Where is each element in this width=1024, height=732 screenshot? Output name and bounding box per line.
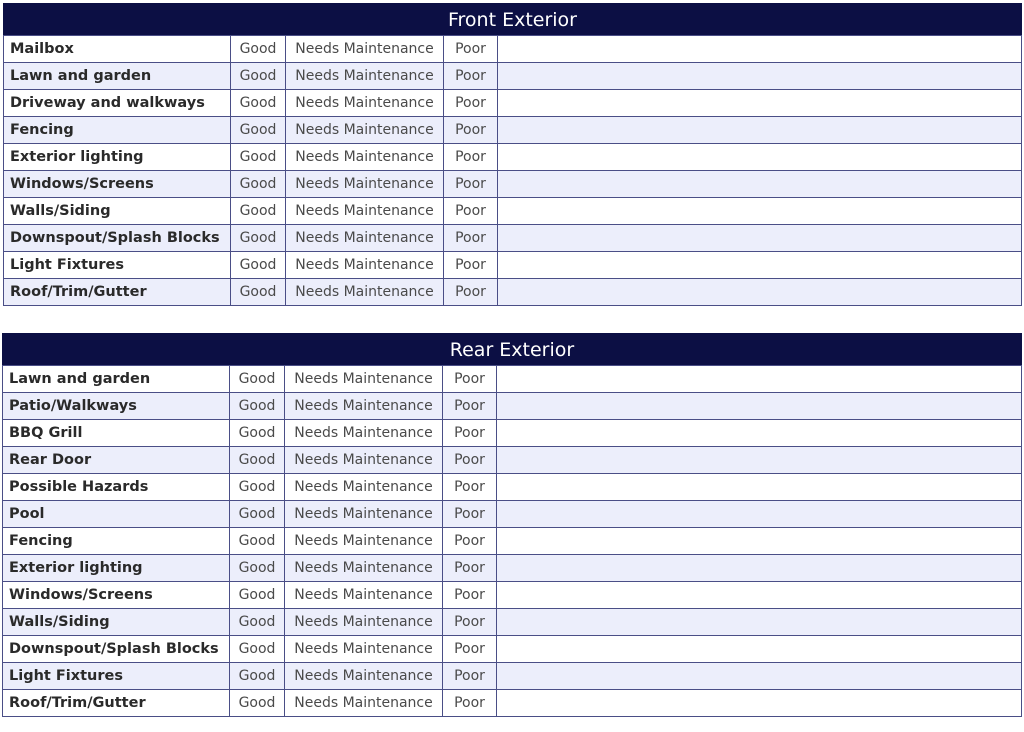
notes-field[interactable] (497, 636, 1022, 663)
option-poor[interactable]: Poor (443, 366, 497, 393)
option-poor[interactable]: Poor (443, 447, 497, 474)
option-needs-maintenance[interactable]: Needs Maintenance (286, 198, 444, 225)
option-needs-maintenance[interactable]: Needs Maintenance (285, 501, 443, 528)
checklist-table (3, 35, 1022, 306)
option-good[interactable]: Good (230, 690, 285, 717)
item-label: Windows/Screens (4, 171, 231, 198)
notes-field[interactable] (497, 555, 1022, 582)
table-row (4, 63, 1022, 90)
option-good[interactable]: Good (230, 393, 285, 420)
option-poor[interactable]: Poor (443, 501, 497, 528)
item-label: Lawn and garden (4, 63, 231, 90)
table-row (3, 501, 1022, 528)
option-needs-maintenance[interactable]: Needs Maintenance (285, 582, 443, 609)
option-good[interactable]: Good (230, 636, 285, 663)
table-row (3, 663, 1022, 690)
table-row (3, 366, 1022, 393)
option-poor[interactable]: Poor (443, 393, 497, 420)
notes-field[interactable] (498, 63, 1022, 90)
item-label: Downspout/Splash Blocks (4, 225, 231, 252)
table-row (4, 171, 1022, 198)
option-poor[interactable]: Poor (444, 279, 498, 306)
table-row (3, 555, 1022, 582)
option-needs-maintenance[interactable]: Needs Maintenance (285, 393, 443, 420)
item-label: Mailbox (4, 36, 231, 63)
item-label: Fencing (3, 528, 230, 555)
option-poor[interactable]: Poor (443, 582, 497, 609)
option-needs-maintenance[interactable]: Needs Maintenance (286, 36, 444, 63)
notes-field[interactable] (498, 117, 1022, 144)
table-row (3, 582, 1022, 609)
notes-field[interactable] (497, 663, 1022, 690)
item-label: Rear Door (3, 447, 230, 474)
option-poor[interactable]: Poor (443, 420, 497, 447)
option-good[interactable]: Good (231, 36, 286, 63)
option-needs-maintenance[interactable]: Needs Maintenance (285, 636, 443, 663)
option-good[interactable]: Good (231, 117, 286, 144)
option-needs-maintenance[interactable]: Needs Maintenance (286, 252, 444, 279)
notes-field[interactable] (498, 171, 1022, 198)
option-needs-maintenance[interactable]: Needs Maintenance (286, 279, 444, 306)
option-poor[interactable]: Poor (444, 63, 498, 90)
option-poor[interactable]: Poor (444, 225, 498, 252)
option-poor[interactable]: Poor (443, 663, 497, 690)
option-needs-maintenance[interactable]: Needs Maintenance (285, 663, 443, 690)
item-label: Roof/Trim/Gutter (4, 279, 231, 306)
option-poor[interactable]: Poor (444, 36, 498, 63)
item-label: Windows/Screens (3, 582, 230, 609)
notes-field[interactable] (498, 252, 1022, 279)
option-poor[interactable]: Poor (443, 474, 497, 501)
option-needs-maintenance[interactable]: Needs Maintenance (286, 90, 444, 117)
item-label: Fencing (4, 117, 231, 144)
option-needs-maintenance[interactable]: Needs Maintenance (285, 528, 443, 555)
option-good[interactable]: Good (230, 366, 285, 393)
item-label: Lawn and garden (3, 366, 230, 393)
option-needs-maintenance[interactable]: Needs Maintenance (286, 225, 444, 252)
table-row (3, 447, 1022, 474)
item-label: BBQ Grill (3, 420, 230, 447)
option-poor[interactable]: Poor (444, 198, 498, 225)
notes-field[interactable] (498, 90, 1022, 117)
option-poor[interactable]: Poor (444, 90, 498, 117)
section-title: Rear Exterior (2, 333, 1022, 365)
item-label: Roof/Trim/Gutter (3, 690, 230, 717)
notes-field[interactable] (497, 582, 1022, 609)
option-needs-maintenance[interactable]: Needs Maintenance (286, 144, 444, 171)
option-needs-maintenance[interactable]: Needs Maintenance (286, 63, 444, 90)
option-needs-maintenance[interactable]: Needs Maintenance (285, 366, 443, 393)
option-good[interactable]: Good (231, 198, 286, 225)
item-label: Walls/Siding (4, 198, 231, 225)
notes-field[interactable] (497, 366, 1022, 393)
notes-field[interactable] (498, 225, 1022, 252)
option-poor[interactable]: Poor (444, 144, 498, 171)
item-label: Driveway and walkways (4, 90, 231, 117)
option-needs-maintenance[interactable]: Needs Maintenance (285, 555, 443, 582)
option-poor[interactable]: Poor (444, 252, 498, 279)
item-label: Possible Hazards (3, 474, 230, 501)
option-good[interactable]: Good (230, 663, 285, 690)
table-row (3, 474, 1022, 501)
notes-field[interactable] (497, 690, 1022, 717)
option-good[interactable]: Good (231, 90, 286, 117)
notes-field[interactable] (498, 144, 1022, 171)
option-good[interactable]: Good (230, 474, 285, 501)
option-poor[interactable]: Poor (443, 690, 497, 717)
option-good[interactable]: Good (230, 528, 285, 555)
option-poor[interactable]: Poor (443, 528, 497, 555)
table-row (4, 36, 1022, 63)
table-row (4, 117, 1022, 144)
option-good[interactable]: Good (230, 447, 285, 474)
item-label: Exterior lighting (3, 555, 230, 582)
table-row (3, 690, 1022, 717)
notes-field[interactable] (497, 447, 1022, 474)
notes-field[interactable] (497, 420, 1022, 447)
notes-field[interactable] (498, 36, 1022, 63)
option-good[interactable]: Good (231, 171, 286, 198)
option-good[interactable]: Good (230, 420, 285, 447)
option-needs-maintenance[interactable]: Needs Maintenance (285, 420, 443, 447)
option-poor[interactable]: Poor (444, 171, 498, 198)
item-label: Light Fixtures (3, 663, 230, 690)
item-label: Patio/Walkways (3, 393, 230, 420)
notes-field[interactable] (497, 528, 1022, 555)
notes-field[interactable] (498, 279, 1022, 306)
option-poor[interactable]: Poor (443, 555, 497, 582)
table-row (4, 252, 1022, 279)
option-good[interactable]: Good (231, 252, 286, 279)
table-row (4, 90, 1022, 117)
table-row (4, 198, 1022, 225)
item-label: Downspout/Splash Blocks (3, 636, 230, 663)
option-poor[interactable]: Poor (443, 609, 497, 636)
table-row (3, 420, 1022, 447)
option-needs-maintenance[interactable]: Needs Maintenance (285, 690, 443, 717)
option-needs-maintenance[interactable]: Needs Maintenance (285, 474, 443, 501)
option-good[interactable]: Good (230, 609, 285, 636)
option-good[interactable]: Good (231, 225, 286, 252)
option-good[interactable]: Good (230, 501, 285, 528)
notes-field[interactable] (498, 198, 1022, 225)
notes-field[interactable] (497, 474, 1022, 501)
option-needs-maintenance[interactable]: Needs Maintenance (286, 171, 444, 198)
table-row (3, 528, 1022, 555)
notes-field[interactable] (497, 609, 1022, 636)
option-poor[interactable]: Poor (443, 636, 497, 663)
table-row (4, 144, 1022, 171)
option-good[interactable]: Good (231, 63, 286, 90)
table-row (3, 609, 1022, 636)
option-good[interactable]: Good (230, 555, 285, 582)
table-row (3, 393, 1022, 420)
item-label: Pool (3, 501, 230, 528)
option-good[interactable]: Good (231, 279, 286, 306)
front-exterior-section (3, 3, 1022, 306)
table-row (3, 636, 1022, 663)
option-poor[interactable]: Poor (444, 117, 498, 144)
option-needs-maintenance[interactable]: Needs Maintenance (285, 447, 443, 474)
table-row (4, 225, 1022, 252)
item-label: Light Fixtures (4, 252, 231, 279)
notes-field[interactable] (497, 393, 1022, 420)
item-label: Exterior lighting (4, 144, 231, 171)
section-title: Front Exterior (3, 3, 1022, 35)
option-good[interactable]: Good (231, 144, 286, 171)
rear-exterior-section (2, 333, 1022, 717)
item-label: Walls/Siding (3, 609, 230, 636)
notes-field[interactable] (497, 501, 1022, 528)
checklist-table (2, 365, 1022, 717)
table-row (4, 279, 1022, 306)
option-needs-maintenance[interactable]: Needs Maintenance (286, 117, 444, 144)
option-needs-maintenance[interactable]: Needs Maintenance (285, 609, 443, 636)
option-good[interactable]: Good (230, 582, 285, 609)
